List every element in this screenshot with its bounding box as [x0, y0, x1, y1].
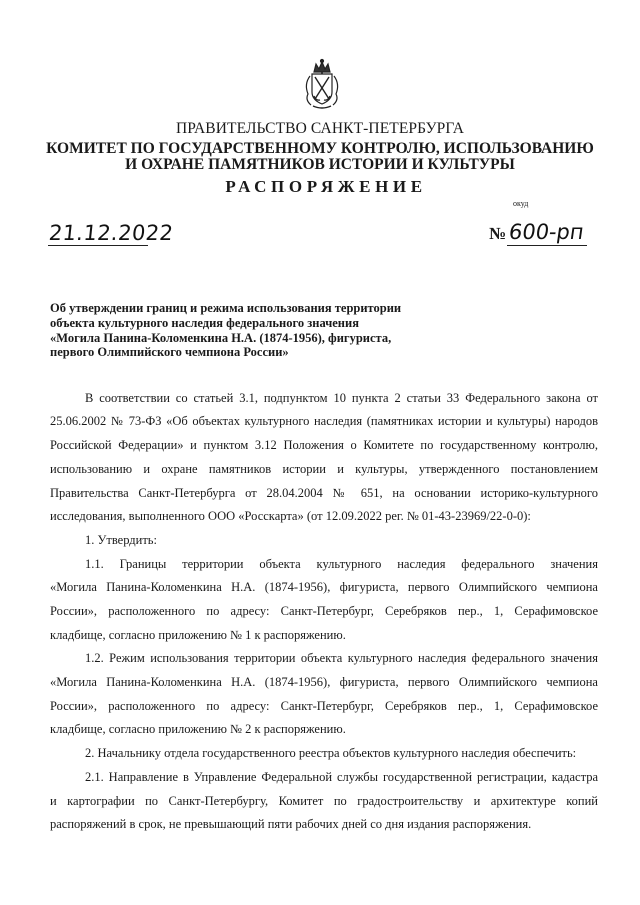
subject-line: объекта культурного наследия федерального значения	[50, 315, 359, 330]
body-line: Российской Федерации» и пунктом 3.12 Положения о Комитете по государственному контролю,	[50, 438, 598, 452]
committee-name-line2: И ОХРАНЕ ПАМЯТНИКОВ ИСТОРИИ И КУЛЬТУРЫ	[125, 156, 515, 173]
body-line: исследования, выполненного ООО «Росскарта» (от 12.09.2022 рег. № 01-43-23969/22-0-0):	[50, 509, 531, 523]
government-name: ПРАВИТЕЛЬСТВО САНКТ-ПЕТЕРБУРГА	[175, 120, 465, 137]
document-type-title: РАСПОРЯЖЕНИЕ	[225, 177, 427, 196]
body-line: «Могила Панина-Коломенкина Н.А. (1874-1956), фигуриста, первого Олимпийского чемпиона	[50, 580, 598, 594]
body-line: 1.1. Границы территории объекта культурного наследия федерального значения	[85, 557, 598, 571]
body-line: 1.2. Режим использования территории объекта культурного наследия федерального значения	[85, 651, 598, 665]
body-line: использованию и охране памятников истории и культуры, утвержденного постановлением	[50, 462, 598, 476]
number-sign: №	[489, 224, 507, 243]
body-line: 1. Утвердить:	[85, 533, 157, 547]
body-line: «Могила Панина-Коломенкина Н.А. (1874-1956), фигуриста, первого Олимпийского чемпиона	[50, 675, 598, 689]
date-underline	[48, 245, 148, 246]
body-line: 2.1. Направление в Управление Федеральной службы государственной регистрации, кадастра	[85, 770, 598, 784]
coat-of-arms-icon	[301, 58, 343, 110]
document-subject	[50, 301, 430, 360]
body-line: 25.06.2002 № 73-ФЗ «Об объектах культурного наследия (памятниках истории и культуры) народов	[50, 414, 598, 428]
body-line: и картографии по Санкт-Петербургу, Комитет по градостроительству и архитектуре копий	[50, 794, 598, 808]
okud-label: окуд	[513, 199, 529, 208]
subject-line: «Могила Панина-Коломенкина Н.А. (1874-1956), фигуриста,	[50, 330, 392, 345]
body-line: Правительства Санкт-Петербурга от 28.04.2004 № 651, на основании историко-культурного	[50, 486, 598, 500]
body-line: России», расположенного по адресу: Санкт-Петербург, Серебряков пер., 1, Серафимовское	[50, 604, 598, 618]
number-underline	[507, 245, 587, 246]
body-line: В соответствии со статьей 3.1, подпунктом 10 пункта 2 статьи 33 Федерального закона от	[85, 391, 598, 405]
body-line: России», расположенного по адресу: Санкт-Петербург, Серебряков пер., 1, Серафимовское	[50, 699, 598, 713]
subject-line: первого Олимпийского чемпиона России»	[50, 345, 289, 360]
document-number: 600-рп	[507, 220, 586, 244]
body-line: кладбище, согласно приложению № 2 к распоряжению.	[50, 722, 346, 736]
body-line: 2. Начальнику отдела государственного реестра объектов культурного наследия обеспечить:	[85, 746, 577, 760]
document-date: 21.12.2022	[47, 221, 175, 245]
committee-name-line1: КОМИТЕТ ПО ГОСУДАРСТВЕННОМУ КОНТРОЛЮ, ИСПОЛЬЗОВАНИЮ	[46, 140, 594, 157]
body-line: кладбище, согласно приложению № 1 к распоряжению.	[50, 628, 346, 642]
subject-line: Об утверждении границ и режима использования территории	[50, 301, 402, 315]
body-line: распоряжений в срок, не превышающий пяти рабочих дней со дня издания распоряжения.	[50, 817, 532, 831]
